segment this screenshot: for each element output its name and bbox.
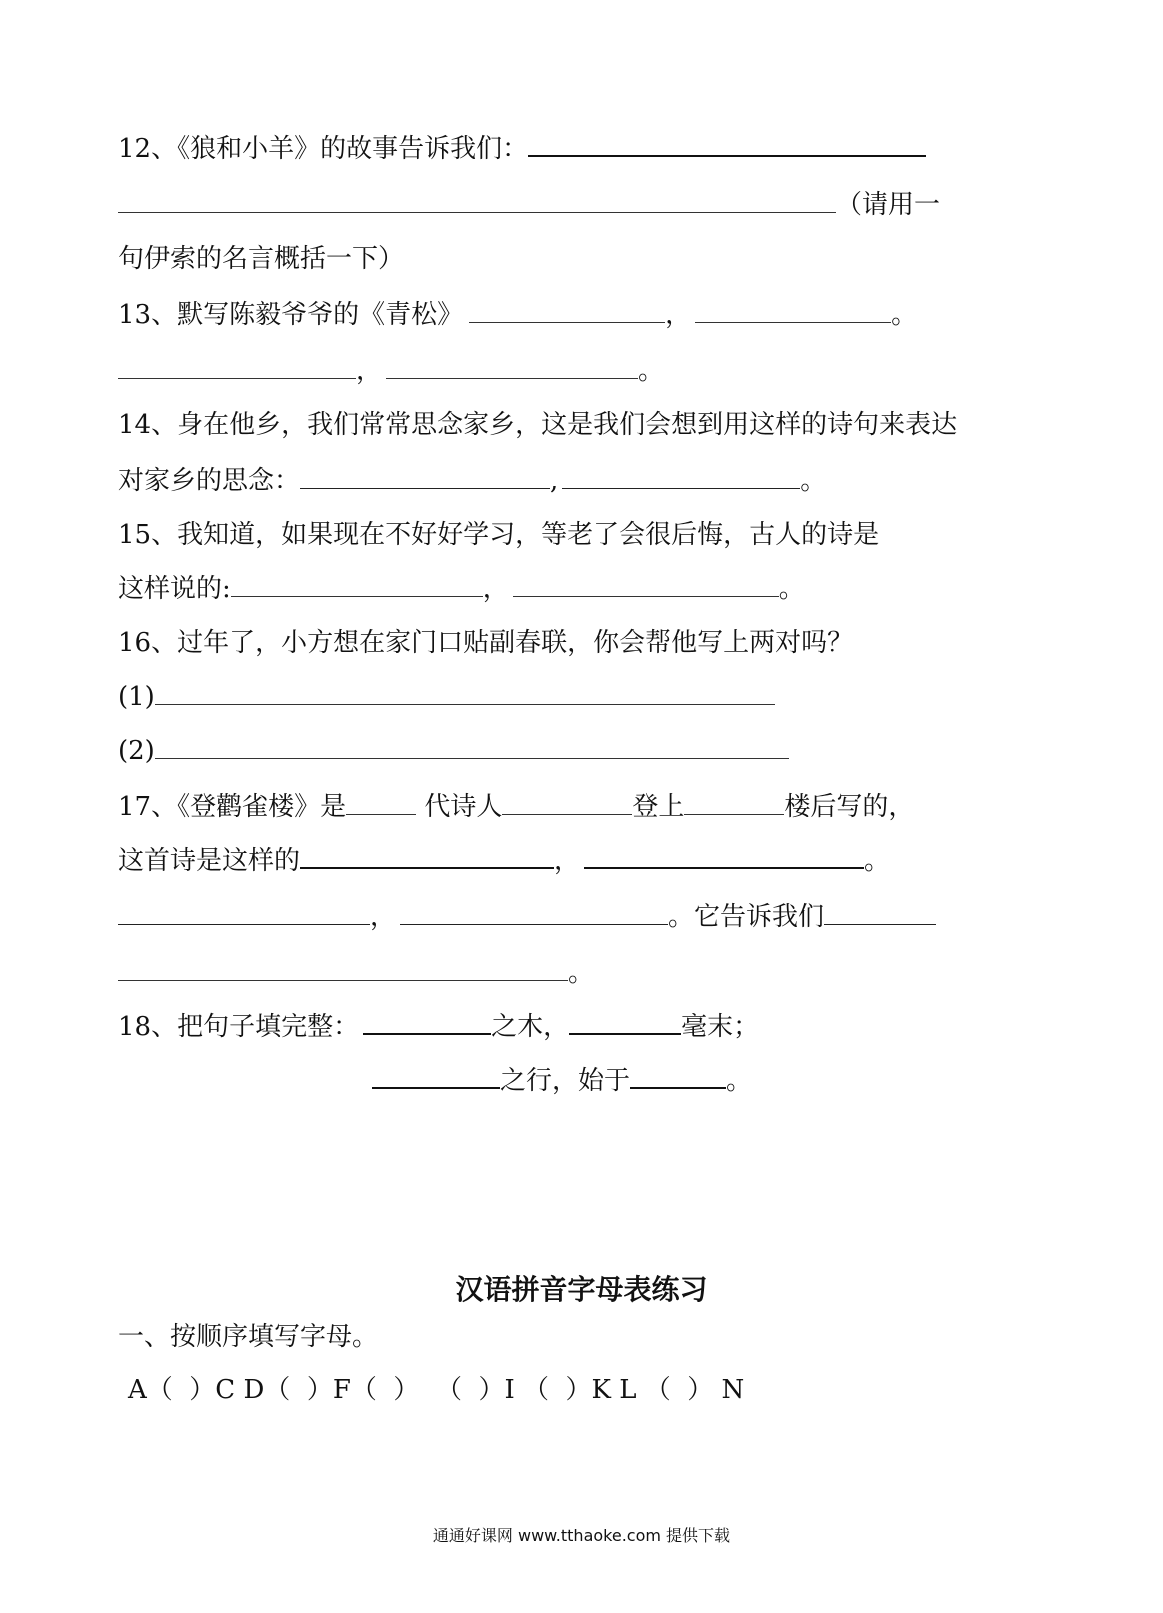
q12-answer-blank-1[interactable] bbox=[528, 135, 926, 157]
q12-answer-blank-2[interactable] bbox=[118, 192, 836, 213]
q15-blank-2[interactable] bbox=[513, 576, 779, 597]
q18-blank-4[interactable] bbox=[630, 1067, 726, 1089]
q13-period: 。 bbox=[891, 300, 918, 330]
q13-blank-4[interactable] bbox=[386, 358, 638, 379]
q15-blank-1[interactable] bbox=[231, 576, 483, 597]
footer: 通通好课网 www.tthaoke.com 提供下载 bbox=[432, 1526, 731, 1545]
q12-text: 12、《狼和小羊》的故事告诉我们： bbox=[118, 134, 529, 164]
q15-prefix: 这样说的: bbox=[118, 574, 231, 604]
q12-suffix: （请用一 bbox=[836, 190, 941, 220]
q13-line1 bbox=[118, 298, 917, 332]
q16-item2-label: (2) bbox=[118, 736, 155, 766]
q14-blank-2[interactable] bbox=[562, 468, 800, 489]
q18-blank-3[interactable] bbox=[372, 1067, 500, 1089]
q14-prefix: 对家乡的思念： bbox=[118, 466, 301, 496]
q14-period: 。 bbox=[800, 466, 827, 496]
q18-line2 bbox=[372, 1064, 752, 1098]
q16-item2 bbox=[118, 734, 789, 768]
q13-line2 bbox=[118, 354, 664, 388]
q17-dynasty-blank[interactable] bbox=[346, 794, 416, 815]
q17-comma: ， bbox=[554, 846, 581, 876]
q17-text-1: 17、《登鹳雀楼》是 bbox=[118, 792, 347, 822]
q17-period: 。 bbox=[864, 846, 891, 876]
q18-text-b2: 。 bbox=[726, 1066, 753, 1096]
letter-sequence[interactable]: A（ ）C D（ ）F（ ） （ ）I （ ）K L （ ） N bbox=[128, 1375, 745, 1405]
q17-line1 bbox=[118, 790, 914, 824]
q18-text-a2: 毫末； bbox=[681, 1012, 760, 1042]
q14-blank-1[interactable] bbox=[300, 468, 550, 489]
q18-line1 bbox=[118, 1010, 759, 1044]
q15-line2 bbox=[118, 572, 805, 606]
q12-continuation: 句伊索的名言概括一下） bbox=[118, 244, 405, 274]
q13-text: 13、默写陈毅爷爷的《青松》 bbox=[118, 300, 464, 330]
q17-text-3: 登上 bbox=[632, 792, 685, 822]
q12-line1 bbox=[118, 132, 926, 166]
q17-tower-blank[interactable] bbox=[684, 794, 784, 815]
q18-blank-1[interactable] bbox=[363, 1013, 491, 1035]
q17-line2 bbox=[118, 844, 890, 878]
q13-blank-2[interactable] bbox=[695, 302, 891, 323]
q13-blank-1[interactable] bbox=[469, 302, 665, 323]
q15-line1 bbox=[118, 518, 879, 552]
section-q1: 一、按顺序填写字母。 bbox=[118, 1322, 379, 1352]
q13-comma: ， bbox=[665, 300, 692, 330]
section-title: 汉语拼音字母表练习 bbox=[455, 1273, 708, 1306]
q16-blank-2[interactable] bbox=[155, 738, 789, 759]
q17-meaning-blank-1[interactable] bbox=[824, 904, 936, 925]
q15-period: 。 bbox=[778, 574, 805, 604]
q14-text: 14、身在他乡，我们常常思念家乡，这是我们会想到用这样的诗句来表达 bbox=[118, 410, 958, 440]
q12-line3 bbox=[118, 242, 404, 276]
q17-poem-blank-1[interactable] bbox=[300, 847, 554, 869]
q17-meaning-blank-2[interactable] bbox=[118, 960, 568, 981]
q17-comma-2: ， bbox=[370, 902, 397, 932]
q17-period-2: 。 bbox=[568, 958, 595, 988]
q16-item1-label: (1) bbox=[118, 682, 155, 712]
q17-line4 bbox=[118, 956, 594, 990]
q13-comma-2: ， bbox=[356, 356, 383, 386]
q14-line2 bbox=[118, 464, 826, 498]
q15-text: 15、我知道，如果现在不好好学习，等老了会很后悔，古人的诗是 bbox=[118, 520, 880, 550]
q18-prefix: 18、把句子填完整： bbox=[118, 1012, 360, 1042]
q14-line1 bbox=[118, 408, 957, 442]
q17-text-4: 楼后写的， bbox=[784, 792, 915, 822]
q14-comma: , bbox=[550, 466, 559, 496]
q17-tells: 。它告诉我们 bbox=[668, 902, 825, 932]
q16-item1 bbox=[118, 680, 775, 714]
q17-text-2: 代诗人 bbox=[416, 792, 503, 822]
q18-text-b1: 之行，始于 bbox=[500, 1066, 631, 1096]
q16-line1 bbox=[118, 626, 853, 660]
q13-period-2: 。 bbox=[638, 356, 665, 386]
q13-blank-3[interactable] bbox=[118, 358, 356, 379]
q17-poem-blank-3[interactable] bbox=[118, 904, 370, 925]
q17-prefix: 这首诗是这样的 bbox=[118, 846, 301, 876]
q16-blank-1[interactable] bbox=[155, 684, 775, 705]
q16-text: 16、过年了，小方想在家门口贴副春联，你会帮他写上两对吗？ bbox=[118, 628, 854, 658]
q18-text-a1: 之木， bbox=[491, 1012, 570, 1042]
q15-comma: ， bbox=[482, 574, 509, 604]
q17-poet-blank[interactable] bbox=[502, 794, 632, 815]
q17-poem-blank-2[interactable] bbox=[584, 847, 864, 869]
q12-line2 bbox=[118, 188, 940, 222]
q18-blank-2[interactable] bbox=[569, 1013, 681, 1035]
q17-poem-blank-4[interactable] bbox=[400, 904, 668, 925]
q17-line3 bbox=[118, 900, 936, 934]
